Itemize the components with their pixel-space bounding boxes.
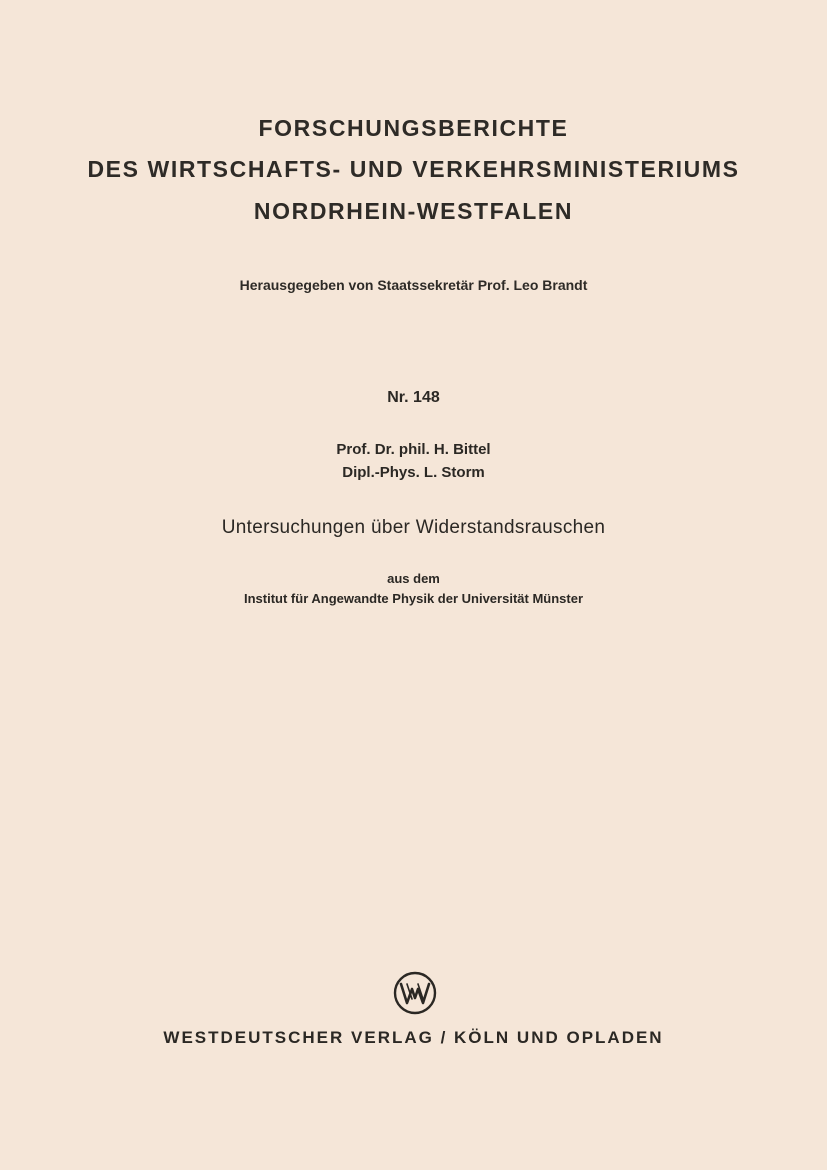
editor-line: Herausgegeben von Staatssekretär Prof. Leo Brandt [239, 277, 588, 293]
publisher-logo-icon [393, 971, 437, 1015]
report-number: Nr. 148 [387, 389, 440, 406]
author-1: Prof. Dr. phil. H. Bittel [336, 441, 491, 458]
series-title-line-3: NORDRHEIN-WESTFALEN [253, 198, 574, 224]
author-2: Dipl.-Phys. L. Storm [342, 464, 485, 481]
series-title-line-1: FORSCHUNGSBERICHTE [258, 115, 569, 141]
series-title-line-2: DES WIRTSCHAFTS- UND VERKEHRSMINISTERIUMS [87, 156, 740, 182]
report-title: Untersuchungen über Widerstandsrauschen [221, 517, 606, 538]
publisher-line: WESTDEUTSCHER VERLAG / KÖLN UND OPLADEN [163, 1028, 664, 1047]
origin-prefix: aus dem [387, 571, 440, 586]
origin-institute: Institut für Angewandte Physik der Universität Münster [243, 591, 583, 606]
